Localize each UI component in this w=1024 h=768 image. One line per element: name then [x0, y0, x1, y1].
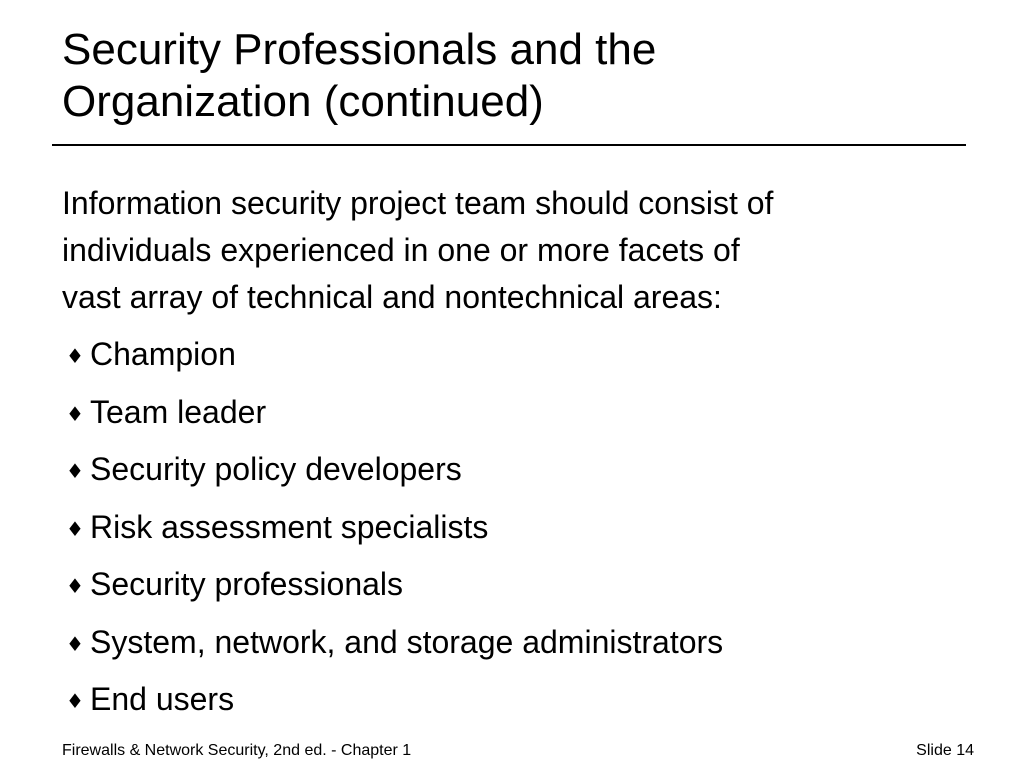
diamond-bullet-icon: ♦ — [66, 631, 84, 656]
slide-title — [62, 24, 962, 128]
bullet-text: System, network, and storage administrators — [90, 623, 724, 660]
footer-course-title: Firewalls & Network Security, 2nd ed. - Chapter 1 — [62, 742, 412, 759]
bullet-text: Security policy developers — [90, 451, 462, 487]
list-item — [66, 620, 723, 678]
bullet-text: Champion — [90, 336, 236, 372]
bullet-text: End users — [90, 681, 235, 717]
intro-paragraph — [62, 180, 962, 321]
diamond-bullet-icon: ♦ — [66, 574, 84, 598]
bullet-text: Risk assessment specialists — [90, 508, 489, 545]
title-line-2: Organization (continued) — [62, 77, 544, 126]
list-item — [66, 562, 723, 620]
diamond-bullet-icon: ♦ — [66, 401, 84, 426]
bullet-list — [66, 332, 723, 735]
bullet-text: Team leader — [90, 393, 267, 430]
bullet-text: Security professionals — [90, 566, 404, 602]
diamond-bullet-icon: ♦ — [66, 516, 84, 541]
diamond-bullet-icon: ♦ — [66, 344, 84, 368]
title-line-1: Security Professionals and the — [62, 25, 657, 74]
list-item — [66, 390, 723, 448]
diamond-bullet-icon: ♦ — [66, 459, 84, 483]
footer-slide-number: Slide 14 — [916, 742, 974, 759]
title-divider — [52, 144, 966, 146]
list-item — [66, 677, 723, 735]
diamond-bullet-icon: ♦ — [66, 689, 84, 713]
list-item — [66, 505, 723, 563]
intro-line-3: vast array of technical and nontechnical areas: — [62, 279, 722, 315]
intro-line-1: Information security project team should consist of — [62, 185, 774, 221]
intro-line-2: individuals experienced in one or more facets of — [62, 232, 740, 268]
list-item — [66, 447, 723, 505]
list-item — [66, 332, 723, 390]
